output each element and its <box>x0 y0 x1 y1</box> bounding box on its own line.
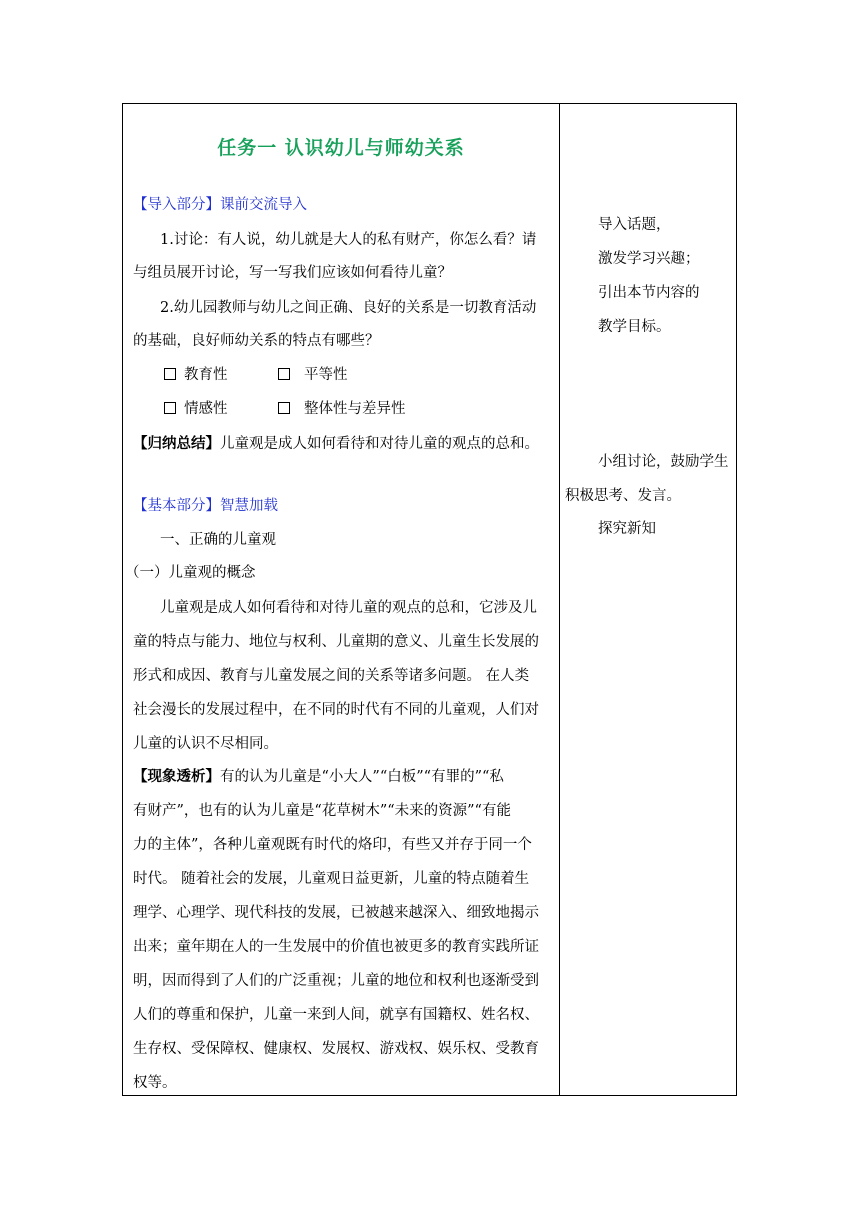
page-title: 任务一 认识幼儿与师幼关系 <box>217 137 465 159</box>
phenomenon-bracket: 【现象透析】 <box>133 768 220 785</box>
intro-header-bracket: 【导入部分】 <box>133 197 220 213</box>
question-1-line-1: 1.讨论：有人说，幼儿就是大人的私有财产，你怎么看？请 <box>160 232 537 248</box>
basic-header-bracket: 【基本部分】 <box>133 498 220 514</box>
note-line: 小组讨论，鼓励学生 <box>598 454 729 470</box>
note-line: 探究新知 <box>598 521 656 537</box>
question-1-line-2: 与组员展开讨论，写一写我们应该如何看待儿童？ <box>133 265 452 281</box>
paragraph-line: 儿童观是成人如何看待和对待儿童的观点的总和，它涉及儿 <box>160 600 537 616</box>
note-line: 引出本节内容的 <box>598 285 700 301</box>
paragraph-line: 童的特点与能力、地位与权利、儿童期的意义、儿童生长发展的 <box>133 634 539 650</box>
paragraph-line: 时代。 随着社会的发展，儿童观日益更新，儿童的特点随着生 <box>133 871 530 887</box>
paragraph-line: 权等。 <box>133 1075 177 1091</box>
note-line: 导入话题， <box>598 217 671 233</box>
basic-header <box>133 496 278 516</box>
summary-line <box>133 434 539 454</box>
paragraph-line: 有财产”，也有的认为儿童是“花草树木”“未来的资源”“有能 <box>133 803 511 819</box>
phenomenon-line <box>133 767 504 787</box>
phenomenon-first: 有的认为儿童是“小大人”“白板”“有罪的”“私 <box>220 769 504 785</box>
option-education[interactable] <box>164 365 228 385</box>
paragraph-line: 出来；童年期在人的一生发展中的价值也被更多的教育实践所证 <box>133 939 539 955</box>
checkbox-icon[interactable] <box>278 402 290 414</box>
option-emotion[interactable] <box>164 399 228 419</box>
paragraph-line: 人们的尊重和保护，儿童一来到人间，就享有国籍权、姓名权、 <box>133 1007 539 1023</box>
checkbox-icon[interactable] <box>278 368 290 380</box>
paragraph-line: 理学、心理学、现代科技的发展，已被越来越深入、细致地揭示 <box>133 905 539 921</box>
option-equality[interactable] <box>278 365 348 385</box>
subsection-heading: （一）儿童观的概念 <box>125 565 256 581</box>
section-heading: 一、正确的儿童观 <box>160 532 276 548</box>
note-line: 教学目标。 <box>598 319 671 335</box>
summary-bracket: 【归纳总结】 <box>133 435 220 452</box>
column-divider <box>559 104 560 1095</box>
checkbox-icon[interactable] <box>164 368 176 380</box>
intro-header <box>133 195 307 215</box>
paragraph-line: 形式和成因、教育与儿童发展之间的关系等诸多问题。 在人类 <box>133 668 530 684</box>
paragraph-line: 明，因而得到了人们的广泛重视；儿童的地位和权利也逐渐受到 <box>133 973 539 989</box>
checkbox-icon[interactable] <box>164 402 176 414</box>
option-label: 教育性 <box>184 367 228 383</box>
summary-text: 儿童观是成人如何看待和对待儿童的观点的总和。 <box>220 436 539 452</box>
note-line: 积极思考、发言。 <box>565 488 681 504</box>
option-label: 平等性 <box>304 367 348 383</box>
option-label: 整体性与差异性 <box>304 401 406 417</box>
paragraph-line: 力的主体”，各种儿童观既有时代的烙印，有些又并存于同一个 <box>133 837 532 853</box>
note-line: 激发学习兴趣； <box>598 251 700 267</box>
paragraph-line: 社会漫长的发展过程中，在不同的时代有不同的儿童观，人们对 <box>133 702 539 718</box>
lesson-table <box>122 103 737 1096</box>
question-2-line-2: 的基础，良好师幼关系的特点有哪些？ <box>133 333 380 349</box>
option-wholeness[interactable] <box>278 399 406 419</box>
paragraph-line: 儿童的认识不尽相同。 <box>133 736 278 752</box>
intro-header-text: 课前交流导入 <box>220 197 307 213</box>
question-2-line-1: 2.幼儿园教师与幼儿之间正确、良好的关系是一切教育活动 <box>160 300 537 316</box>
basic-header-text: 智慧加载 <box>220 498 278 514</box>
option-label: 情感性 <box>184 401 228 417</box>
paragraph-line: 生存权、受保障权、健康权、发展权、游戏权、娱乐权、受教育 <box>133 1041 539 1057</box>
